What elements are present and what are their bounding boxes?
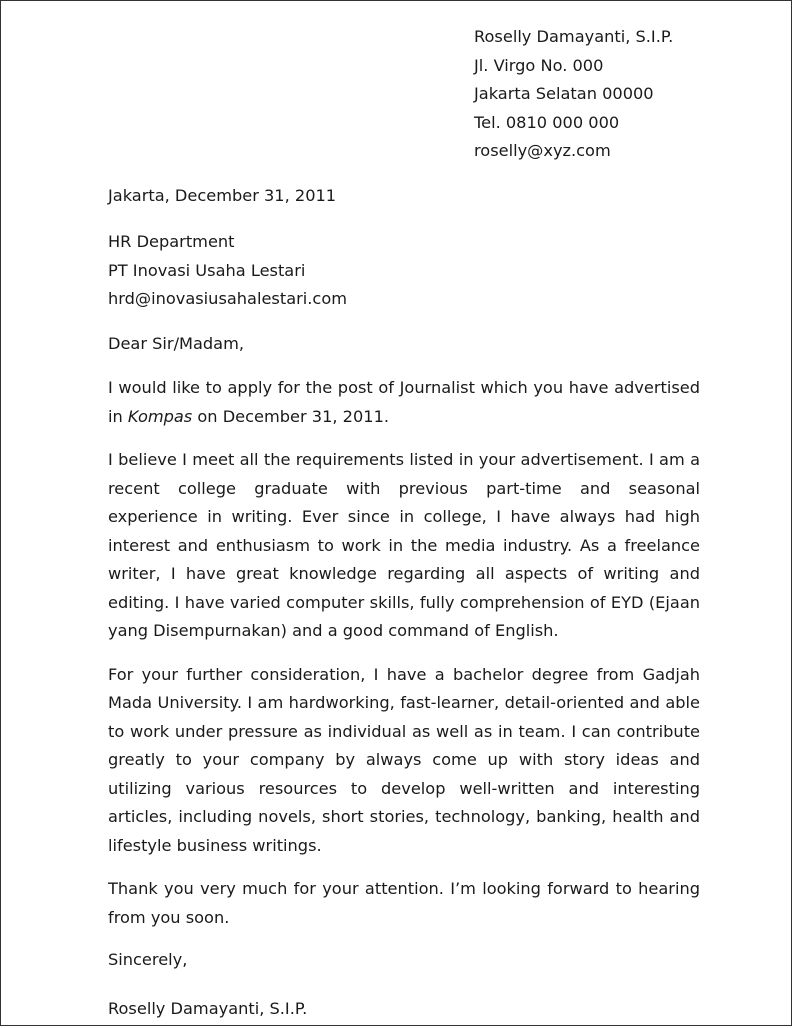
recipient-company: PT Inovasi Usaha Lestari (108, 260, 306, 280)
body-paragraph-3: For your further consideration, I have a bachelor degree from Gadjah Mada University. I am hardworking, fast-learner, detail-oriented and able to work under pressure as individual as well as in team. I can contribute greatly to your company by always come up with story ideas and utilizing various resources to develop well-written and interesting articles, including novels, short stories, technology, banking, health and lifestyle business writings. (108, 664, 700, 855)
sender-address-block (474, 23, 700, 166)
sender-city: Jakarta Selatan 00000 (474, 84, 654, 103)
body-paragraph-1 (108, 374, 700, 431)
body-paragraph-4: Thank you very much for your attention. I’m looking forward to hearing from you soon. (108, 879, 700, 927)
sender-phone: Tel. 0810 000 000 (474, 112, 620, 132)
newspaper-name: Kompas (127, 406, 193, 426)
signature-name: Roselly Damayanti, S.I.P. (108, 998, 308, 1018)
cover-letter (108, 23, 700, 1023)
salutation: Dear Sir/Madam, (108, 333, 245, 353)
sender-street: Jl. Virgo No. 000 (474, 55, 604, 75)
body-paragraph-2: I believe I meet all the requirements listed in your advertisement. I am a recent college graduate with previous part-time and seasonal experience in writing. Ever since in college, I have always had high interest and enthusiasm to work in the media industry. As a freelance writer, I have great knowledge regarding all aspects of writing and editing. I have varied computer skills, fully comprehension of EYD (Ejaan yang Disempurnakan) and a good command of English. (108, 450, 700, 640)
recipient-email: hrd@inovasiusahalestari.com (108, 289, 348, 308)
recipient-address-block (108, 228, 700, 314)
recipient-department: HR Department (108, 232, 235, 251)
paragraph-1-text-before: I would like to apply for the post of Journalist which you have advertised in (108, 378, 700, 426)
sender-name: Roselly Damayanti, S.I.P. (474, 27, 674, 46)
letter-date: Jakarta, December 31, 2011 (108, 185, 337, 205)
closing: Sincerely, (108, 950, 188, 969)
sender-email: roselly@xyz.com (474, 141, 611, 160)
paragraph-1-text-after: on December 31, 2011. (192, 406, 390, 426)
